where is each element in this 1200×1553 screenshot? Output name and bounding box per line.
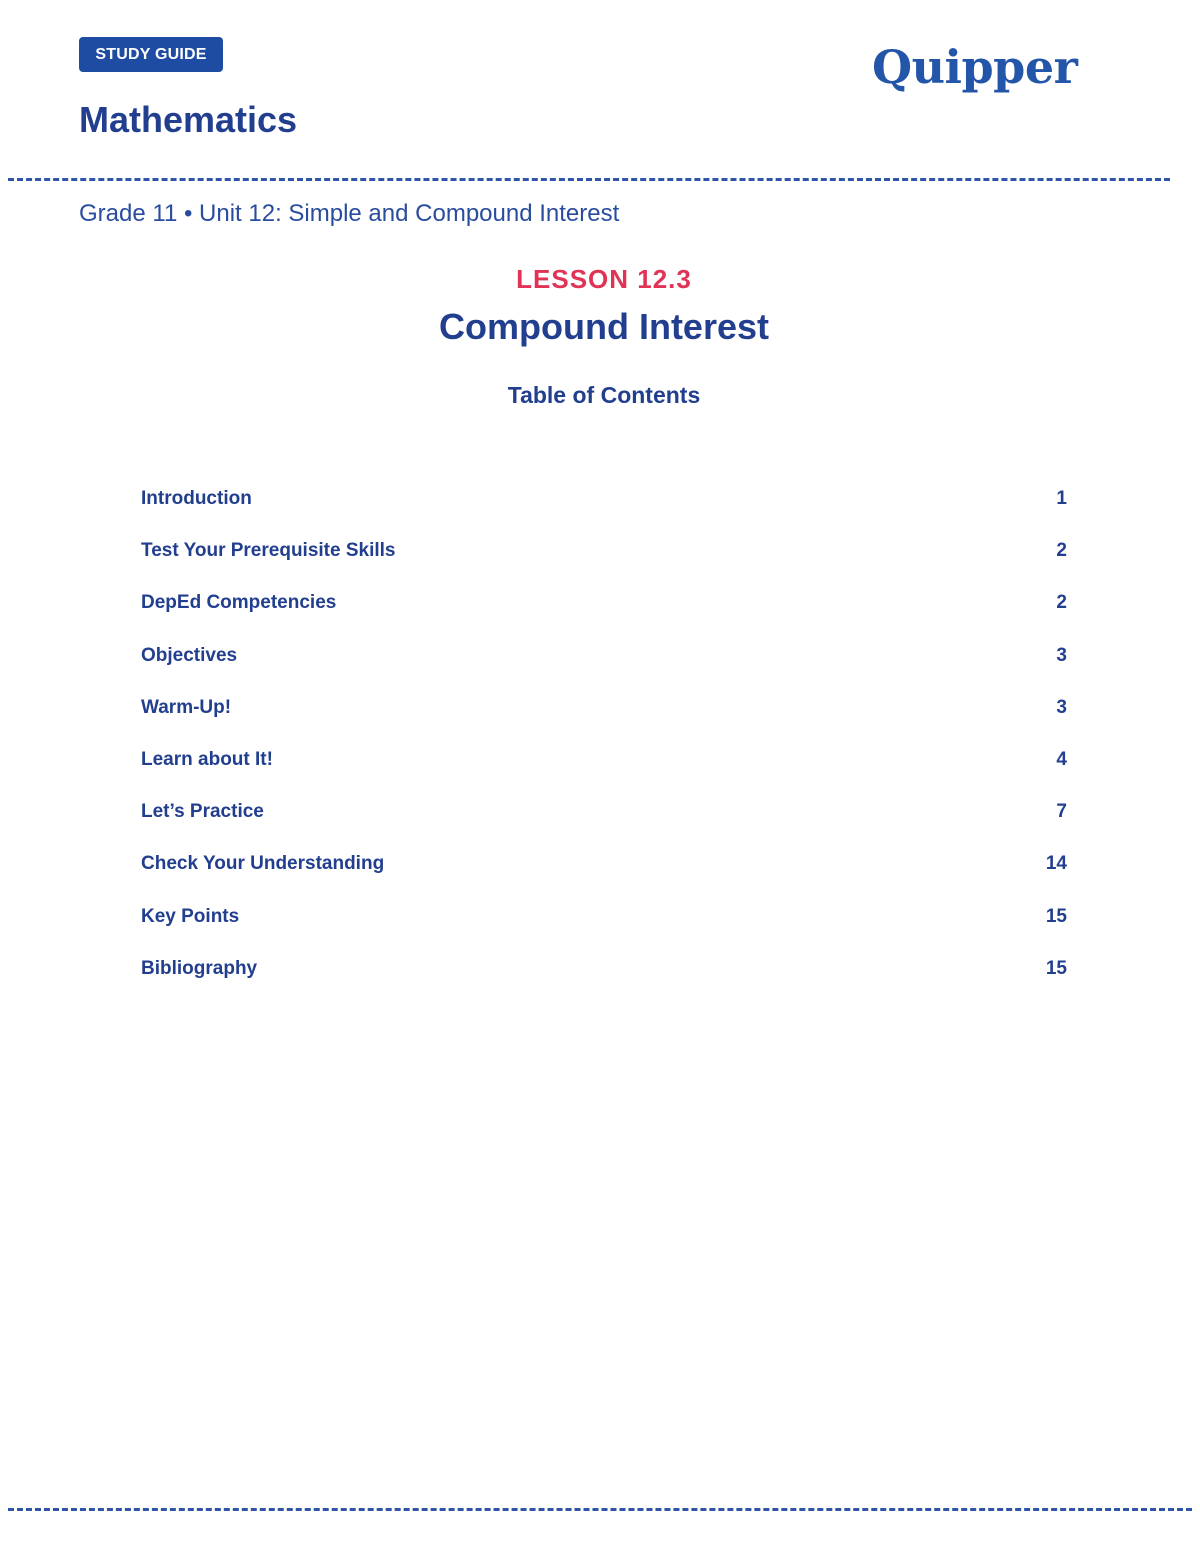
toc-entry-page: 3 xyxy=(1056,644,1067,666)
toc-entry-page: 14 xyxy=(1045,853,1067,875)
toc-entry-page: 2 xyxy=(1056,592,1067,614)
toc-entry-title: Key Points xyxy=(141,905,240,927)
top-dashed-divider xyxy=(8,178,1170,181)
quipper-logo: Quipper xyxy=(872,40,1078,94)
toc-entry-title: Objectives xyxy=(141,644,238,666)
toc-heading: Table of Contents xyxy=(507,382,701,408)
toc-entry-title: Introduction xyxy=(141,488,252,509)
toc-entry-title: Let’s Practice xyxy=(141,801,264,823)
toc-entry-title: Check Your Understanding xyxy=(141,853,385,875)
toc-entry-title: Bibliography xyxy=(141,957,258,979)
toc-entry[interactable] xyxy=(141,484,1067,536)
toc-entry[interactable] xyxy=(141,693,1067,745)
toc-entry[interactable] xyxy=(141,902,1067,954)
toc-entry[interactable] xyxy=(141,954,1067,1006)
toc-entry-title: DepEd Competencies xyxy=(141,592,337,614)
toc-entry-title: Test Your Prerequisite Skills xyxy=(141,540,396,562)
bottom-dashed-divider xyxy=(8,1508,1192,1511)
toc-entry-page: 3 xyxy=(1056,696,1067,718)
toc-entry[interactable] xyxy=(141,536,1067,588)
table-of-contents xyxy=(141,484,1067,1006)
toc-entry-page: 15 xyxy=(1045,905,1067,927)
toc-entry-page: 1 xyxy=(1056,488,1067,509)
toc-entry-title: Warm-Up! xyxy=(141,696,232,718)
toc-entry[interactable] xyxy=(141,797,1067,849)
subject-title: Mathematics xyxy=(79,99,298,140)
lesson-number: LESSON 12.3 xyxy=(516,264,692,294)
toc-entry-page: 4 xyxy=(1056,748,1067,770)
toc-entry-title: Learn about It! xyxy=(141,748,273,770)
toc-entry-page: 7 xyxy=(1056,801,1067,823)
lesson-title: Compound Interest xyxy=(439,306,769,347)
toc-entry[interactable] xyxy=(141,588,1067,640)
toc-entry-page: 15 xyxy=(1045,957,1067,979)
toc-entry[interactable] xyxy=(141,641,1067,693)
toc-entry[interactable] xyxy=(141,745,1067,797)
toc-entry-page: 2 xyxy=(1056,540,1067,562)
unit-line: Grade 11 • Unit 12: Simple and Compound Interest xyxy=(79,200,620,227)
study-guide-badge: STUDY GUIDE xyxy=(79,37,223,72)
toc-entry[interactable] xyxy=(141,849,1067,901)
